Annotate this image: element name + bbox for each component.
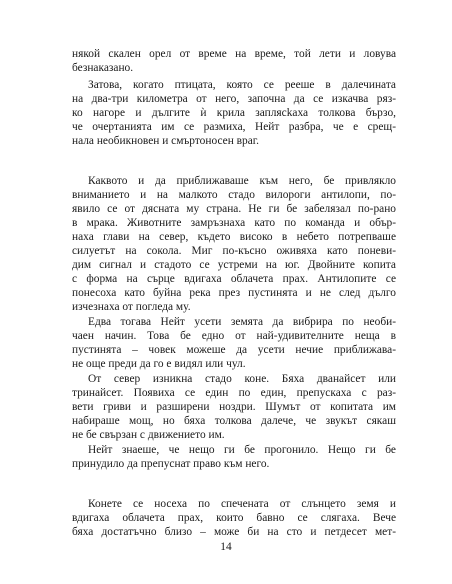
text-line: с форма на сърце вдигаха облачета прах. Антилопите се [72,273,396,285]
text-line: наха глави на север, където високо в небето потрепваше [72,231,396,243]
text-line: принудило да препуснат право към него. [72,458,270,470]
text-line: нала необикновен и смъртоносен враг. [72,135,260,147]
text-line: вдигаха облачета прах, които бавно се слягаха. Вече [72,512,396,524]
text-line: Едва тогава Нейт усети земята да вибрира по необи- [88,316,396,328]
text-line: тринайсет. Появиха се един по един, препускаха с раз- [72,387,396,399]
text-line: ко нагоре и дългите ѝ крила заплясkaха толкова бързо, [72,107,396,119]
text-line: изчезнаха от погледа му. [72,301,191,313]
text-line: на два-три километра от него, започна да се изкачва ряз- [72,93,396,105]
text-line: Затова, когато птицата, която се рееше в далечината [88,79,396,91]
text-line: явило се от дясната му страна. Не ги бе забелязал по-рано [72,203,396,215]
text-line: Конете се носеха по спечената от слънцето земя и [88,498,396,510]
text-line: силуетът на сокола. Миг по-късно оживяха като поневи- [72,245,396,257]
text-line: пустинята – човек можеше да усети нечие приближава- [72,344,396,356]
text-line: вети гриви и разширени ноздри. Шумът от копитата им [72,401,396,413]
page-number: 14 [220,541,232,553]
text-line: безнаказано. [72,62,134,74]
text-line: От север изникна стадо коне. Бяха дванайсет или [88,373,396,385]
text-line: вниманието и на малкото стадо вилороги антилопи, по- [72,189,396,201]
text-line: някой скален орел от време на време, той лети и ловува [72,48,396,60]
text-line: понесоха като буйна река през пустинята и не след дълго [72,287,396,299]
text-line: не бе свързан с движението им. [72,429,225,441]
text-line: набираше мощ, но бяха толкова далече, че звукът сякаш [72,415,396,427]
text-line: бяха достатъчно близо – може би на сто и петдесет мет- [72,526,396,538]
text-line: Каквото и да приближаваше към него, бе привлякло [88,175,396,187]
text-line: не още преди да го е видял или чул. [72,358,246,370]
text-line: в мрака. Животните замръзнаха като по команда и обър- [72,217,396,229]
text-line: чаен начин. Това бе едно от най-удивителните неща в [72,330,396,342]
text-line: че очертанията им се размиха, Нейт разбра, че е срещ- [72,121,396,133]
text-line: дим сигнал и стадото се устреми на юг. Двойните копита [72,259,396,271]
text-line: Нейт знаеше, че нещо ги бе прогонило. Нещо ги бе [88,444,396,456]
